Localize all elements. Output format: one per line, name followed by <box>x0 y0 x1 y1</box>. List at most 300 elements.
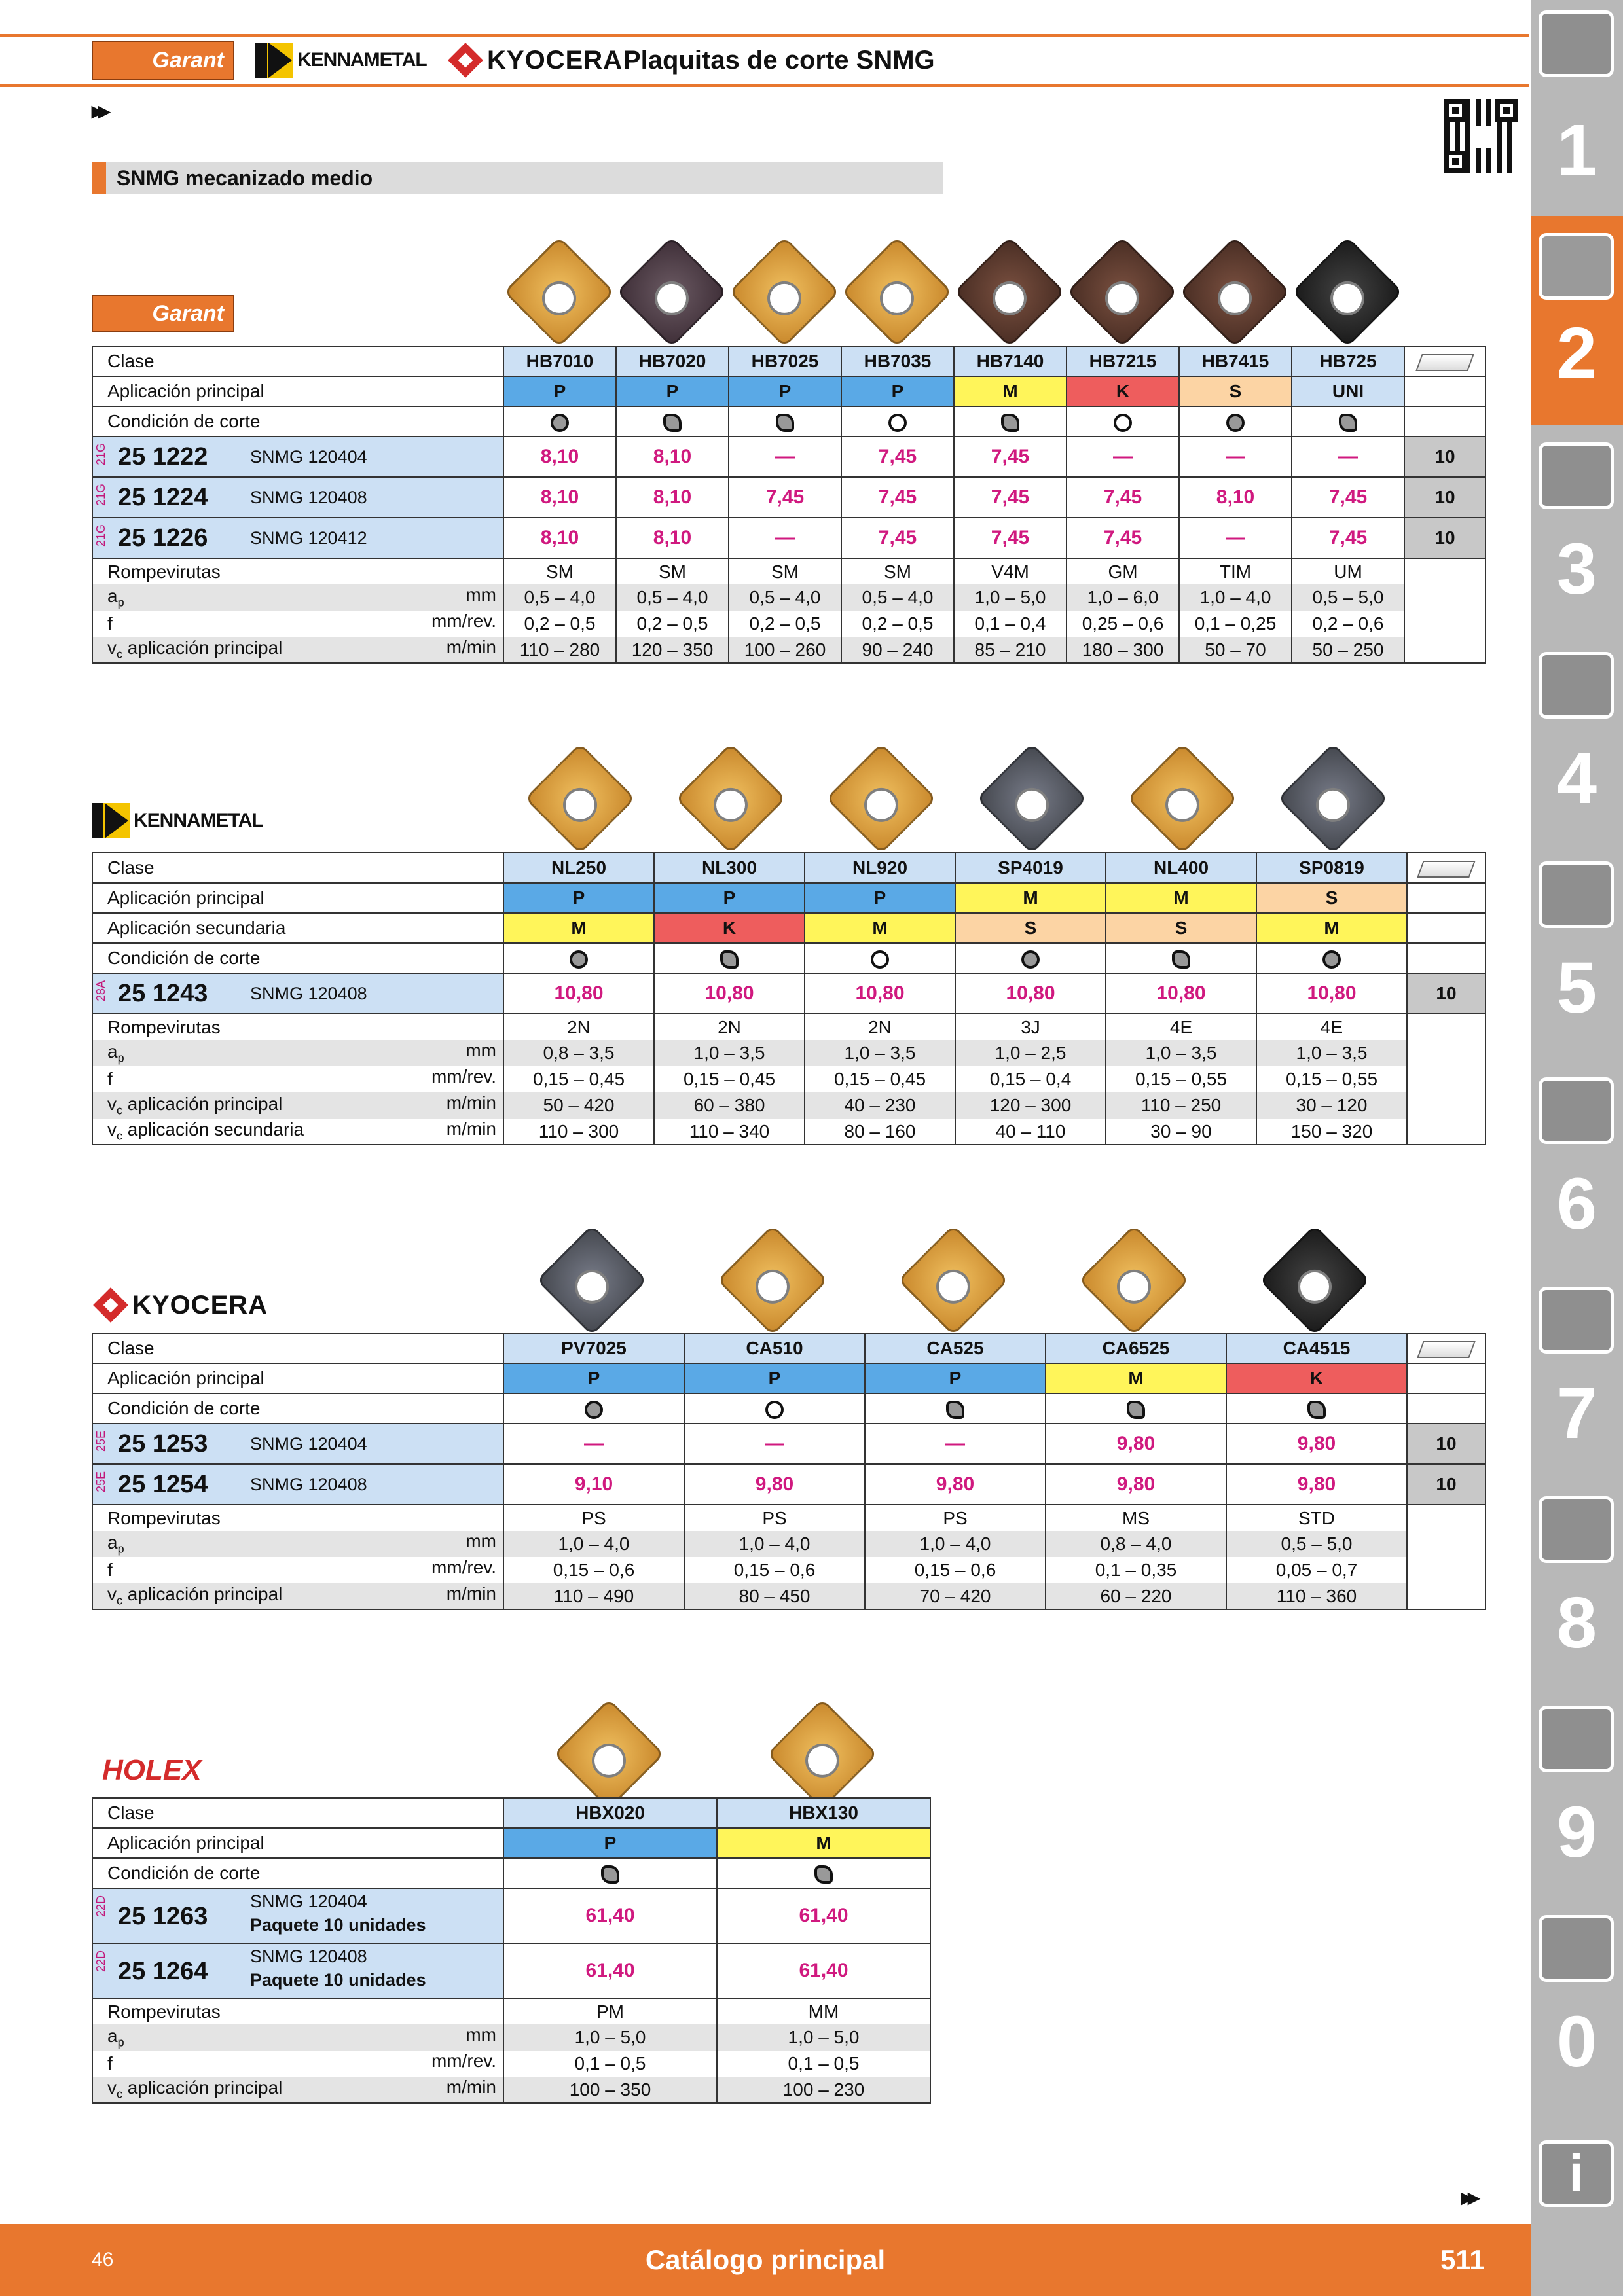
normal-cut-icon <box>1172 950 1190 969</box>
table-cell: 1,0 – 3,5 <box>1106 1040 1256 1066</box>
table-cell: 10 <box>1404 518 1486 558</box>
price-cell: — <box>1179 437 1292 477</box>
table-row <box>92 2024 930 2051</box>
insert-image <box>1127 743 1238 854</box>
table-cell: 30 – 90 <box>1106 1119 1256 1145</box>
table-cell: 2N <box>654 1014 805 1040</box>
tab-chapter-9[interactable]: 9 <box>1531 1695 1623 1905</box>
garant-logo: Garant <box>92 41 234 80</box>
page-number: 511 <box>1440 2244 1485 2275</box>
arrows-icon: ▸▸ <box>92 97 105 124</box>
normal-cut-icon <box>814 1865 833 1884</box>
table-cell: NL400 <box>1106 853 1256 883</box>
table-cell <box>654 943 805 973</box>
next-page-arrows-icon[interactable]: ▸▸ <box>1461 2183 1475 2210</box>
table-cell: $a_p$ mm <box>92 1040 503 1066</box>
normal-cut-icon <box>720 950 739 969</box>
price-cell: 8,10 <box>1179 477 1292 518</box>
table-cell: 10 <box>1404 437 1486 477</box>
table-cell: 0,05 – 0,7 <box>1226 1557 1407 1583</box>
normal-cut-icon <box>663 414 682 432</box>
feed-row <box>92 611 1486 637</box>
price-cell: 7,45 <box>1067 518 1179 558</box>
table-cell: 0,1 – 0,5 <box>717 2051 930 2077</box>
table-cell <box>1407 1333 1486 1363</box>
table-cell: M <box>805 913 955 943</box>
article-row <box>92 1424 1486 1464</box>
table-cell: 1,0 – 4,0 <box>684 1531 865 1557</box>
table-cell: 21G 25 1226 SNMG 120412 <box>92 518 503 558</box>
table-cell <box>1067 406 1179 437</box>
table-cell: 60 – 220 <box>1046 1583 1226 1609</box>
table-cell: S <box>1179 376 1292 406</box>
table-row <box>92 1557 1486 1583</box>
table-cell: 80 – 450 <box>684 1583 865 1609</box>
table-cell <box>1407 1014 1486 1040</box>
insert-image <box>976 743 1087 854</box>
interrupted-cut-icon <box>888 414 907 432</box>
table-cell: P <box>503 883 654 913</box>
saw-icon <box>1539 861 1614 928</box>
table-cell <box>729 406 841 437</box>
price-cell: 9,80 <box>1046 1424 1226 1464</box>
price-cell: 61,40 <box>503 1888 717 1943</box>
table-cell <box>1256 943 1407 973</box>
table-cell: HBX130 <box>717 1798 930 1828</box>
table-cell: P <box>805 883 955 913</box>
table-cell: 0,25 – 0,6 <box>1067 611 1179 637</box>
table-cell: Rompevirutas <box>92 1014 503 1040</box>
price-cell: 61,40 <box>717 1943 930 1998</box>
drill-icon <box>1539 10 1614 77</box>
insert-image <box>1179 236 1290 348</box>
price-cell: — <box>684 1424 865 1464</box>
table-cell: UNI <box>1292 376 1404 406</box>
table-row <box>92 1393 1486 1424</box>
tab-chapter-2[interactable]: 2 <box>1531 216 1623 425</box>
table-cell: $v_c$ aplicación secundaria m/min <box>92 1119 503 1145</box>
table-row <box>92 1798 930 1828</box>
table-cell: 0,15 – 0,6 <box>503 1557 684 1583</box>
article-row <box>92 973 1486 1014</box>
table-cell: $a_p$ mm <box>92 1531 503 1557</box>
table-row <box>92 1858 930 1888</box>
insert-image <box>729 236 840 348</box>
table-cell: 50 – 70 <box>1179 637 1292 663</box>
article-row <box>92 477 1486 518</box>
kennametal-mark-icon <box>92 803 130 838</box>
price-cell: 7,45 <box>1292 518 1404 558</box>
table-cell: 0,2 – 0,6 <box>1292 611 1404 637</box>
table-cell: P <box>729 376 841 406</box>
table-row <box>92 1998 930 2024</box>
table-cell: 0,5 – 4,0 <box>841 584 954 611</box>
normal-cut-icon <box>1127 1401 1145 1419</box>
caliper-icon <box>1539 652 1614 719</box>
table-cell: NL300 <box>654 853 805 883</box>
table-cell: HB7035 <box>841 346 954 376</box>
table-cell: 25E 25 1253 SNMG 120404 <box>92 1424 503 1464</box>
table-cell: P <box>684 1363 865 1393</box>
tab-chapter-6[interactable]: 6 <box>1531 1067 1623 1276</box>
table-cell: $v_c$ aplicación principal m/min <box>92 2077 503 2103</box>
table-cell: 10 <box>1407 1464 1486 1505</box>
insert-image <box>553 1698 665 1810</box>
table-cell: 0,15 – 0,4 <box>955 1066 1106 1092</box>
table-cell <box>717 1858 930 1888</box>
tab-chapter-1[interactable]: 1 <box>1531 0 1623 209</box>
stable-cut-icon <box>585 1401 603 1419</box>
insert-image <box>717 1225 828 1336</box>
table-cell <box>1407 1119 1486 1145</box>
table-cell: PS <box>684 1505 865 1531</box>
table-cell: 0,5 – 5,0 <box>1226 1531 1407 1557</box>
table-cell: 40 – 110 <box>955 1119 1106 1145</box>
kyocera-mark-icon <box>93 1287 128 1323</box>
table-cell: 110 – 280 <box>503 637 616 663</box>
stable-cut-icon <box>570 950 588 969</box>
price-cell: 7,45 <box>729 477 841 518</box>
footer-title: Catálogo principal <box>645 2244 886 2275</box>
table-cell: P <box>503 376 616 406</box>
table-cell: Aplicación principal <box>92 1828 503 1858</box>
table-cell <box>865 1393 1046 1424</box>
table-cell: 60 – 380 <box>654 1092 805 1119</box>
table-row <box>92 883 1486 913</box>
footer-left-number: 46 <box>92 2249 114 2270</box>
table-cell: MM <box>717 1998 930 2024</box>
table-cell: HB7140 <box>954 346 1067 376</box>
table-cell: 10 <box>1407 973 1486 1014</box>
table-cell: HB725 <box>1292 346 1404 376</box>
tab-chapter-7[interactable]: 7 <box>1531 1276 1623 1486</box>
table-row <box>92 1119 1486 1145</box>
table-cell: 28A 25 1243 SNMG 120408 <box>92 973 503 1014</box>
table-cell <box>1407 883 1486 913</box>
price-cell: 61,40 <box>717 1888 930 1943</box>
table-cell <box>1407 853 1486 883</box>
qr-code-icon[interactable] <box>1444 99 1518 173</box>
ap-row <box>92 584 1486 611</box>
table-cell: SM <box>503 558 616 584</box>
price-cell: — <box>729 437 841 477</box>
table-cell: 0,1 – 0,35 <box>1046 1557 1226 1583</box>
insert-image <box>616 236 727 348</box>
table-cell: 22D 25 1264 SNMG 120408 Paquete 10 unidades <box>92 1943 503 1998</box>
stable-cut-icon <box>551 414 569 432</box>
price-cell: 10,80 <box>503 973 654 1014</box>
wrench-icon <box>1539 1077 1614 1144</box>
table-cell: 110 – 300 <box>503 1119 654 1145</box>
insert-image <box>1259 1225 1370 1336</box>
table-cell: K <box>1226 1363 1407 1393</box>
table-cell <box>1407 1092 1486 1119</box>
table-cell: f mm/rev. <box>92 2051 503 2077</box>
table-cell <box>1179 406 1292 437</box>
table-cell <box>1407 943 1486 973</box>
tab-info[interactable] <box>1531 2134 1623 2225</box>
stable-cut-icon <box>1322 950 1341 969</box>
insert-image <box>767 1698 878 1810</box>
table-cell: 0,5 – 4,0 <box>616 584 729 611</box>
insert-image <box>503 236 615 348</box>
insert-image <box>1067 236 1178 348</box>
table-cell <box>1407 1066 1486 1092</box>
table-cell: PS <box>503 1505 684 1531</box>
table-cell: 1,0 – 4,0 <box>865 1531 1046 1557</box>
price-cell: — <box>1179 518 1292 558</box>
price-cell: 8,10 <box>616 518 729 558</box>
section-bar <box>92 162 943 194</box>
kennametal-table-logo: KENNAMETAL <box>92 801 263 840</box>
price-cell: 8,10 <box>503 518 616 558</box>
table-cell: S <box>1106 913 1256 943</box>
price-cell: 7,45 <box>841 477 954 518</box>
table-cell: 50 – 250 <box>1292 637 1404 663</box>
table-row <box>92 1333 1486 1363</box>
table-cell: P <box>503 1363 684 1393</box>
table-cell <box>1106 943 1256 973</box>
table-cell: 10 <box>1407 1424 1486 1464</box>
table-cell: PS <box>865 1505 1046 1531</box>
table-cell <box>616 406 729 437</box>
price-cell: 10,80 <box>654 973 805 1014</box>
price-cell: — <box>865 1424 1046 1464</box>
insert-image <box>1292 236 1403 348</box>
table-cell: M <box>503 913 654 943</box>
table-row <box>92 1363 1486 1393</box>
holex-logo: HOLEX <box>102 1754 202 1786</box>
holex-table <box>92 1797 931 2104</box>
table-cell: 0,15 – 0,6 <box>865 1557 1046 1583</box>
table-cell: 100 – 260 <box>729 637 841 663</box>
kyocera-table-logo: KYOCERA <box>98 1285 268 1325</box>
table-cell <box>1292 406 1404 437</box>
table-cell: V4M <box>954 558 1067 584</box>
insert-image <box>675 743 786 854</box>
table-cell: 1,0 – 3,5 <box>1256 1040 1407 1066</box>
price-cell: 8,10 <box>616 477 729 518</box>
table-cell: f mm/rev. <box>92 611 503 637</box>
table-cell: 0,15 – 0,55 <box>1106 1066 1256 1092</box>
table-cell: Rompevirutas <box>92 1998 503 2024</box>
price-cell: — <box>729 518 841 558</box>
table-cell: 2N <box>805 1014 955 1040</box>
table-cell: M <box>955 883 1106 913</box>
table-cell: HB7415 <box>1179 346 1292 376</box>
table-cell: CA4515 <box>1226 1333 1407 1363</box>
table-cell: 1,0 – 5,0 <box>503 2024 717 2051</box>
price-cell: — <box>1292 437 1404 477</box>
price-cell: 8,10 <box>503 477 616 518</box>
table-row <box>92 1828 930 1858</box>
table-cell: K <box>654 913 805 943</box>
table-cell: HB7010 <box>503 346 616 376</box>
table-cell: 1,0 – 2,5 <box>955 1040 1106 1066</box>
table-cell: 0,5 – 4,0 <box>503 584 616 611</box>
price-cell: 7,45 <box>841 437 954 477</box>
normal-cut-icon <box>1307 1401 1326 1419</box>
vc-row <box>92 637 1486 663</box>
table-cell: PM <box>503 1998 717 2024</box>
table-cell: f mm/rev. <box>92 1066 503 1092</box>
table-cell: Aplicación principal <box>92 883 503 913</box>
insert-image <box>536 1225 647 1336</box>
table-cell: 0,1 – 0,25 <box>1179 611 1292 637</box>
table-cell: f mm/rev. <box>92 1557 503 1583</box>
table-cell: 1,0 – 4,0 <box>503 1531 684 1557</box>
price-cell: 7,45 <box>1067 477 1179 518</box>
table-row <box>92 1092 1486 1119</box>
table-cell: SP0819 <box>1256 853 1407 883</box>
table-cell: P <box>503 1828 717 1858</box>
table-cell: 0,5 – 5,0 <box>1292 584 1404 611</box>
insert-icon <box>1539 233 1614 300</box>
table-cell: 2N <box>503 1014 654 1040</box>
table-row <box>92 943 1486 973</box>
insert-image <box>524 743 636 854</box>
table-cell: 22D 25 1263 SNMG 120404 Paquete 10 unidades <box>92 1888 503 1943</box>
table-cell: 0,8 – 4,0 <box>1046 1531 1226 1557</box>
page-header <box>0 0 1529 88</box>
price-cell: 8,10 <box>616 437 729 477</box>
table-cell: 1,0 – 3,5 <box>805 1040 955 1066</box>
table-cell: CA6525 <box>1046 1333 1226 1363</box>
tab-chapter-8[interactable]: 8 <box>1531 1486 1623 1695</box>
toolbox-icon <box>1539 1496 1614 1563</box>
table-cell: SM <box>616 558 729 584</box>
table-cell <box>1407 1363 1486 1393</box>
table-cell: 1,0 – 5,0 <box>717 2024 930 2051</box>
table-cell: 1,0 – 4,0 <box>1179 584 1292 611</box>
header-top-rule <box>0 34 1529 37</box>
page-footer <box>0 2224 1531 2296</box>
stable-cut-icon <box>765 1401 784 1419</box>
table-cell: 1,0 – 5,0 <box>954 584 1067 611</box>
kennametal-table <box>92 852 1486 1145</box>
table-cell <box>1046 1393 1226 1424</box>
normal-cut-icon <box>1339 414 1357 432</box>
table-row <box>92 1040 1486 1066</box>
table-cell: SM <box>841 558 954 584</box>
table-cell <box>684 1393 865 1424</box>
table-row <box>92 1505 1486 1531</box>
table-cell: S <box>1256 883 1407 913</box>
info-icon: i <box>1539 2140 1614 2207</box>
table-cell: Rompevirutas <box>92 1505 503 1531</box>
table-cell: 150 – 320 <box>1256 1119 1407 1145</box>
table-cell: 0,15 – 0,6 <box>684 1557 865 1583</box>
table-cell: 110 – 250 <box>1106 1092 1256 1119</box>
table-cell: NL250 <box>503 853 654 883</box>
garant-table-logo: Garant <box>92 295 234 332</box>
table-cell: 0,15 – 0,45 <box>503 1066 654 1092</box>
table-cell: Clase <box>92 853 503 883</box>
article-row <box>92 437 1486 477</box>
price-cell: 7,45 <box>954 437 1067 477</box>
price-cell: 10,80 <box>805 973 955 1014</box>
table-cell: 0,2 – 0,5 <box>841 611 954 637</box>
table-cell: Condición de corte <box>92 943 503 973</box>
price-cell: 9,10 <box>503 1464 684 1505</box>
table-cell <box>841 406 954 437</box>
table-cell <box>1407 1531 1486 1557</box>
tab-chapter-3[interactable]: 3 <box>1531 432 1623 641</box>
table-cell: 0,1 – 0,4 <box>954 611 1067 637</box>
price-cell: 10,80 <box>1256 973 1407 1014</box>
table-cell <box>1404 611 1486 637</box>
table-cell <box>503 1393 684 1424</box>
table-cell: 110 – 360 <box>1226 1583 1407 1609</box>
price-cell: 7,45 <box>954 477 1067 518</box>
table-cell: Rompevirutas <box>92 558 503 584</box>
table-cell: 4E <box>1106 1014 1256 1040</box>
table-cell <box>1226 1393 1407 1424</box>
tab-chapter-0[interactable]: 0 <box>1531 1905 1623 2114</box>
table-cell: S <box>955 913 1106 943</box>
table-cell: 0,2 – 0,5 <box>729 611 841 637</box>
table-cell: Condición de corte <box>92 1858 503 1888</box>
price-cell: 9,80 <box>684 1464 865 1505</box>
price-cell: 9,80 <box>1226 1424 1407 1464</box>
table-cell: 3J <box>955 1014 1106 1040</box>
article-row <box>92 1888 930 1943</box>
section-title: SNMG mecanizado medio <box>117 166 373 190</box>
table-cell: 21G 25 1224 SNMG 120408 <box>92 477 503 518</box>
kyocera-mark-icon <box>448 43 483 78</box>
kennametal-mark-icon <box>255 43 293 78</box>
table-cell: HB7020 <box>616 346 729 376</box>
table-cell: GM <box>1067 558 1179 584</box>
table-cell <box>1407 1557 1486 1583</box>
tab-chapter-4[interactable]: 4 <box>1531 641 1623 851</box>
table-cell <box>1404 584 1486 611</box>
table-cell: STD <box>1226 1505 1407 1531</box>
table-cell: P <box>654 883 805 913</box>
page-title: Plaquitas de corte SNMG <box>623 46 935 75</box>
table-cell: 180 – 300 <box>1067 637 1179 663</box>
table-cell: PV7025 <box>503 1333 684 1363</box>
table-cell <box>1407 1505 1486 1531</box>
table-cell: 0,2 – 0,5 <box>616 611 729 637</box>
table-row <box>92 1014 1486 1040</box>
table-cell: 110 – 340 <box>654 1119 805 1145</box>
kyocera-table <box>92 1333 1486 1610</box>
price-cell: 61,40 <box>503 1943 717 1998</box>
table-cell: 0,15 – 0,55 <box>1256 1066 1407 1092</box>
table-cell: 100 – 230 <box>717 2077 930 2103</box>
table-cell <box>1407 1393 1486 1424</box>
condition-row <box>92 406 1486 437</box>
table-cell: Aplicación principal <box>92 1363 503 1393</box>
tab-chapter-5[interactable]: 5 <box>1531 851 1623 1060</box>
table-cell: CA525 <box>865 1333 1046 1363</box>
package-icon <box>1415 354 1474 371</box>
chipbreaker-row <box>92 558 1486 584</box>
price-cell: 9,80 <box>865 1464 1046 1505</box>
table-cell: HB7025 <box>729 346 841 376</box>
table-cell <box>1404 637 1486 663</box>
pliers-icon <box>1539 1287 1614 1354</box>
package-icon <box>1417 861 1475 878</box>
table-cell <box>1404 376 1486 406</box>
price-cell: 9,80 <box>1046 1464 1226 1505</box>
table-cell: $v_c$ aplicación principal m/min <box>92 1583 503 1609</box>
table-cell <box>503 1858 717 1888</box>
table-row <box>92 853 1486 883</box>
table-cell <box>503 943 654 973</box>
table-cell: 1,0 – 3,5 <box>654 1040 805 1066</box>
